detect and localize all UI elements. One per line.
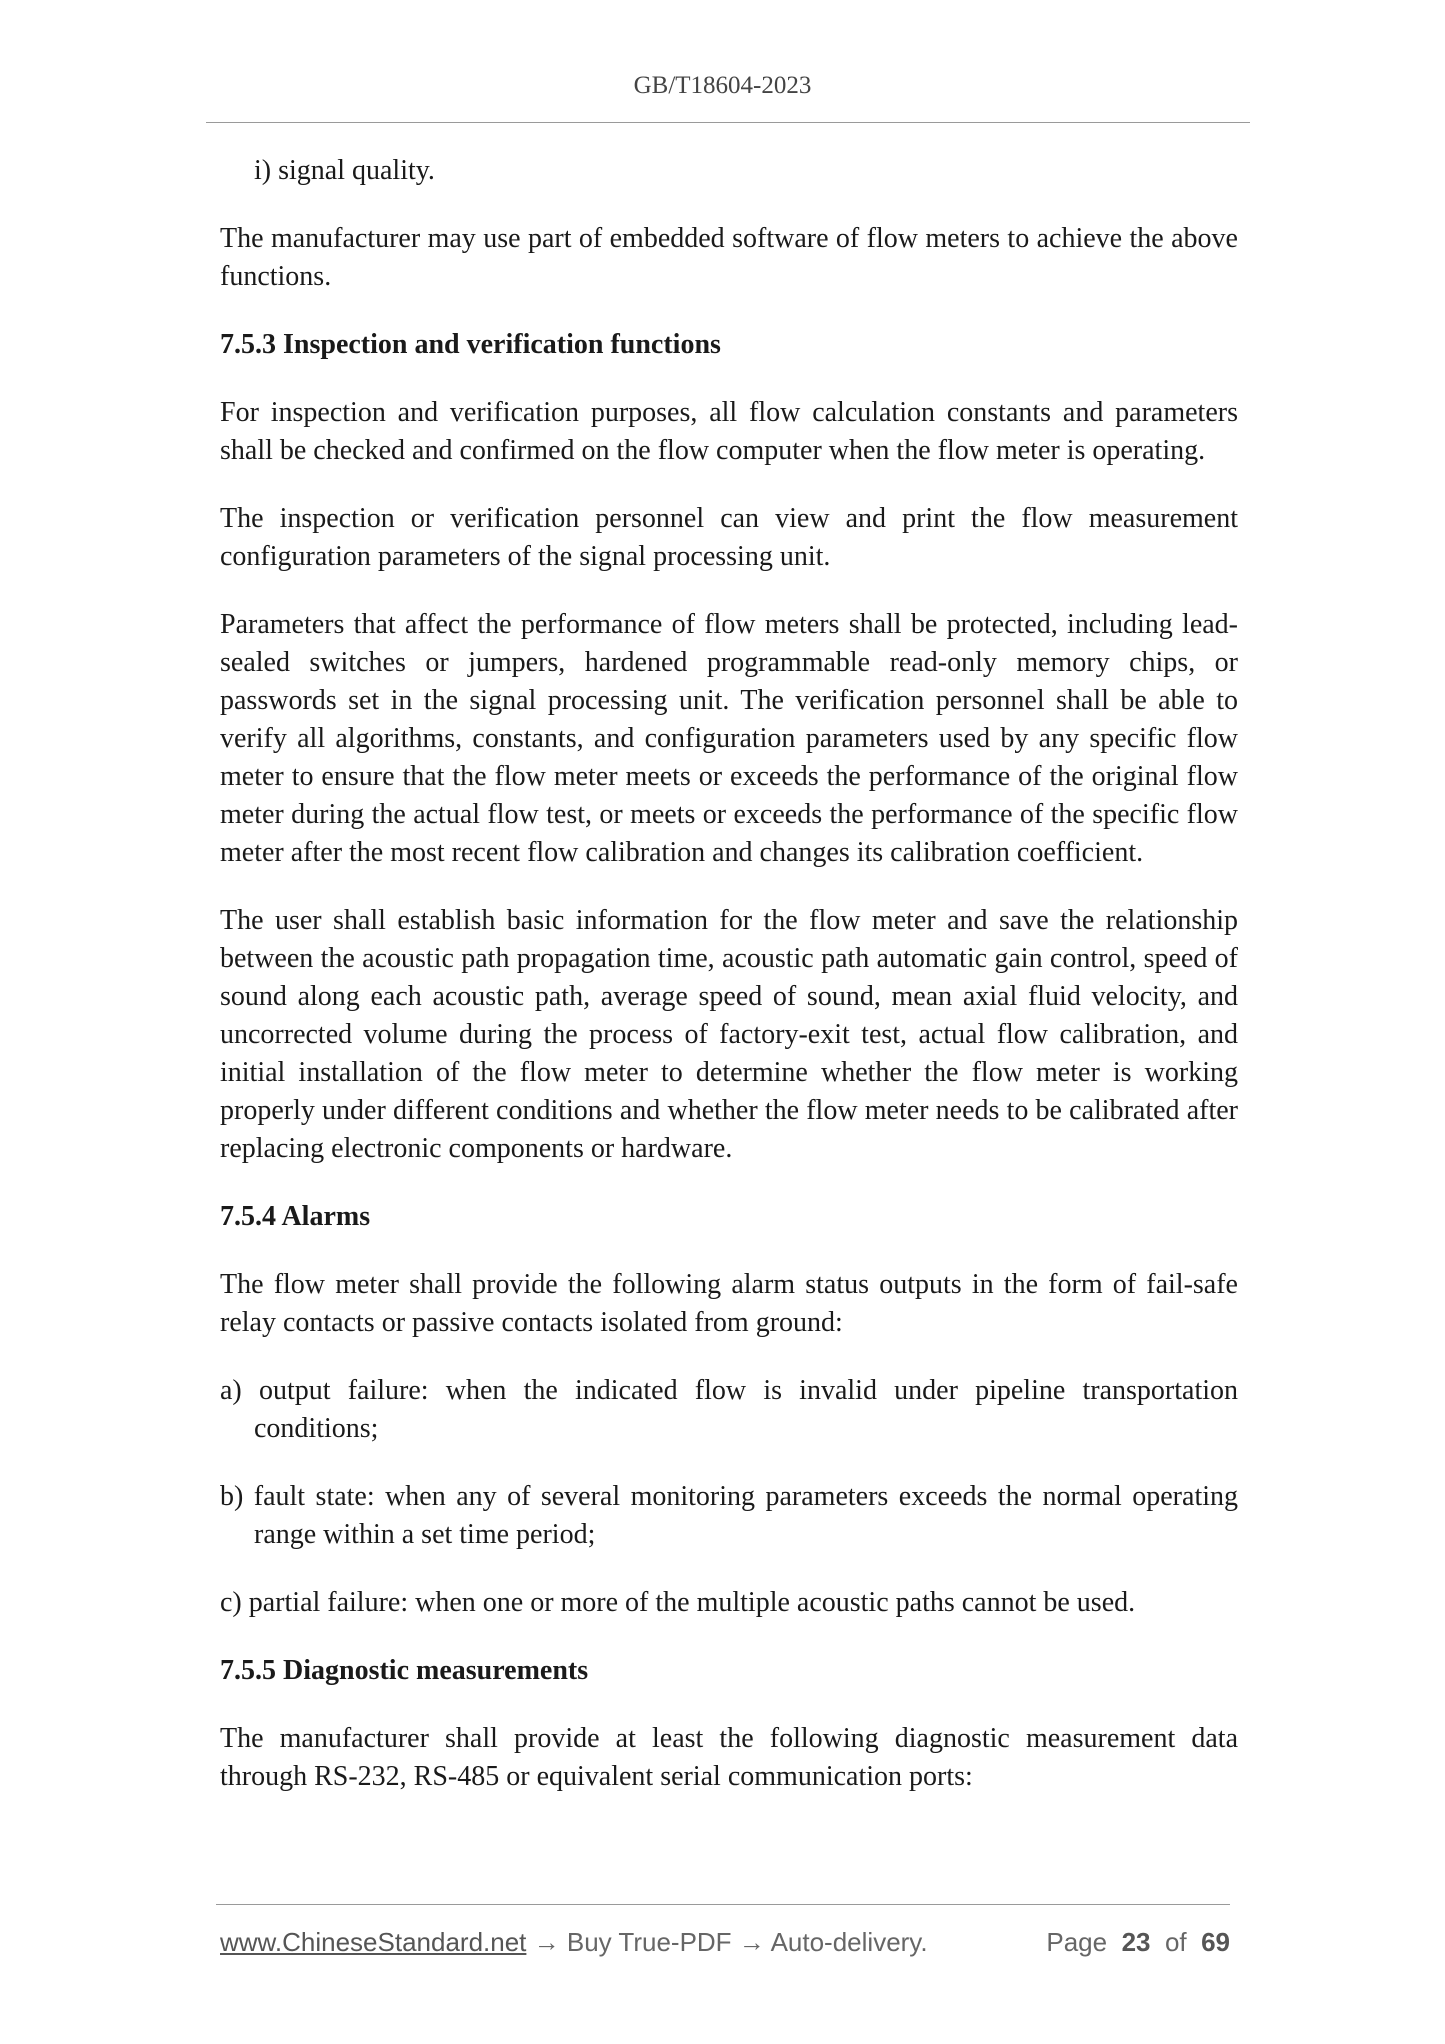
of-label: of — [1164, 1927, 1187, 1957]
total-pages: 69 — [1201, 1927, 1230, 1957]
page-content — [220, 152, 1238, 1826]
alarm-list — [220, 1372, 1238, 1622]
alarm-item-b: b) fault state: when any of several monitoring parameters exceeds the normal operating range within a set time period; — [220, 1481, 1238, 1550]
page-label: Page — [1046, 1927, 1108, 1957]
page-number — [1046, 1922, 1230, 1962]
footer-promo — [220, 1922, 928, 1962]
paragraph-diagnostic-data: The manufacturer shall provide at least the following diagnostic measurement data through RS-232, RS-485 or equivalent serial communication ports: — [220, 1723, 1238, 1792]
alarm-item-c: c) partial failure: when one or more of the multiple acoustic paths cannot be used. — [220, 1587, 1136, 1618]
footer-promo-text: → Buy True-PDF → Auto-delivery. — [526, 1927, 928, 1957]
section-heading-7-5-5: 7.5.5 Diagnostic measurements — [220, 1655, 589, 1686]
section-heading-7-5-3: 7.5.3 Inspection and verification functions — [220, 329, 721, 360]
alarm-item-a: a) output failure: when the indicated flow is invalid under pipeline transportation conditions; — [220, 1375, 1238, 1444]
page-footer — [220, 1922, 1230, 1962]
header-divider — [206, 122, 1250, 123]
paragraph-personnel-view: The inspection or verification personnel can view and print the flow measurement configuration parameters of the signal processing unit. — [220, 503, 1238, 572]
website-link[interactable]: www.ChineseStandard.net — [220, 1927, 527, 1957]
paragraph-embedded-software: The manufacturer may use part of embedded software of flow meters to achieve the above functions. — [220, 223, 1238, 292]
section-heading-7-5-4: 7.5.4 Alarms — [220, 1201, 371, 1232]
paragraph-basic-information: The user shall establish basic information for the flow meter and save the relationship between the acoustic path propagation time, acoustic path automatic gain control, speed of sound along each acoustic path, average speed of sound, mean axial fluid velocity, and uncorrected volume during the process of factory-exit test, actual flow calibration, and initial installation of the flow meter to determine whether the flow meter is working properly under different conditions and whether the flow meter needs to be calibrated after replacing electronic components or hardware. — [220, 905, 1238, 1164]
current-page: 23 — [1121, 1927, 1151, 1957]
paragraph-alarm-outputs: The flow meter shall provide the following alarm status outputs in the form of fail-safe relay contacts or passive contacts isolated from ground: — [220, 1269, 1238, 1338]
paragraph-parameters-protected: Parameters that affect the performance of flow meters shall be protected, including lead-sealed switches or jumpers, hardened programmable read-only memory chips, or passwords set in the signal processing unit. The verification personnel shall be able to verify all algorithms, constants, and configuration parameters used by any specific flow meter to ensure that the flow meter meets or exceeds the performance of the original flow meter during the actual flow test, or meets or exceeds the performance of the specific flow meter after the most recent flow calibration and changes its calibration coefficient. — [220, 609, 1238, 868]
list-item-i: i) signal quality. — [254, 155, 435, 186]
footer-divider — [216, 1904, 1230, 1905]
paragraph-inspection-purposes: For inspection and verification purposes, all flow calculation constants and parameters shall be checked and confirmed on the flow computer when the flow meter is operating. — [220, 397, 1238, 466]
document-code-header: GB/T18604-2023 — [633, 72, 812, 99]
